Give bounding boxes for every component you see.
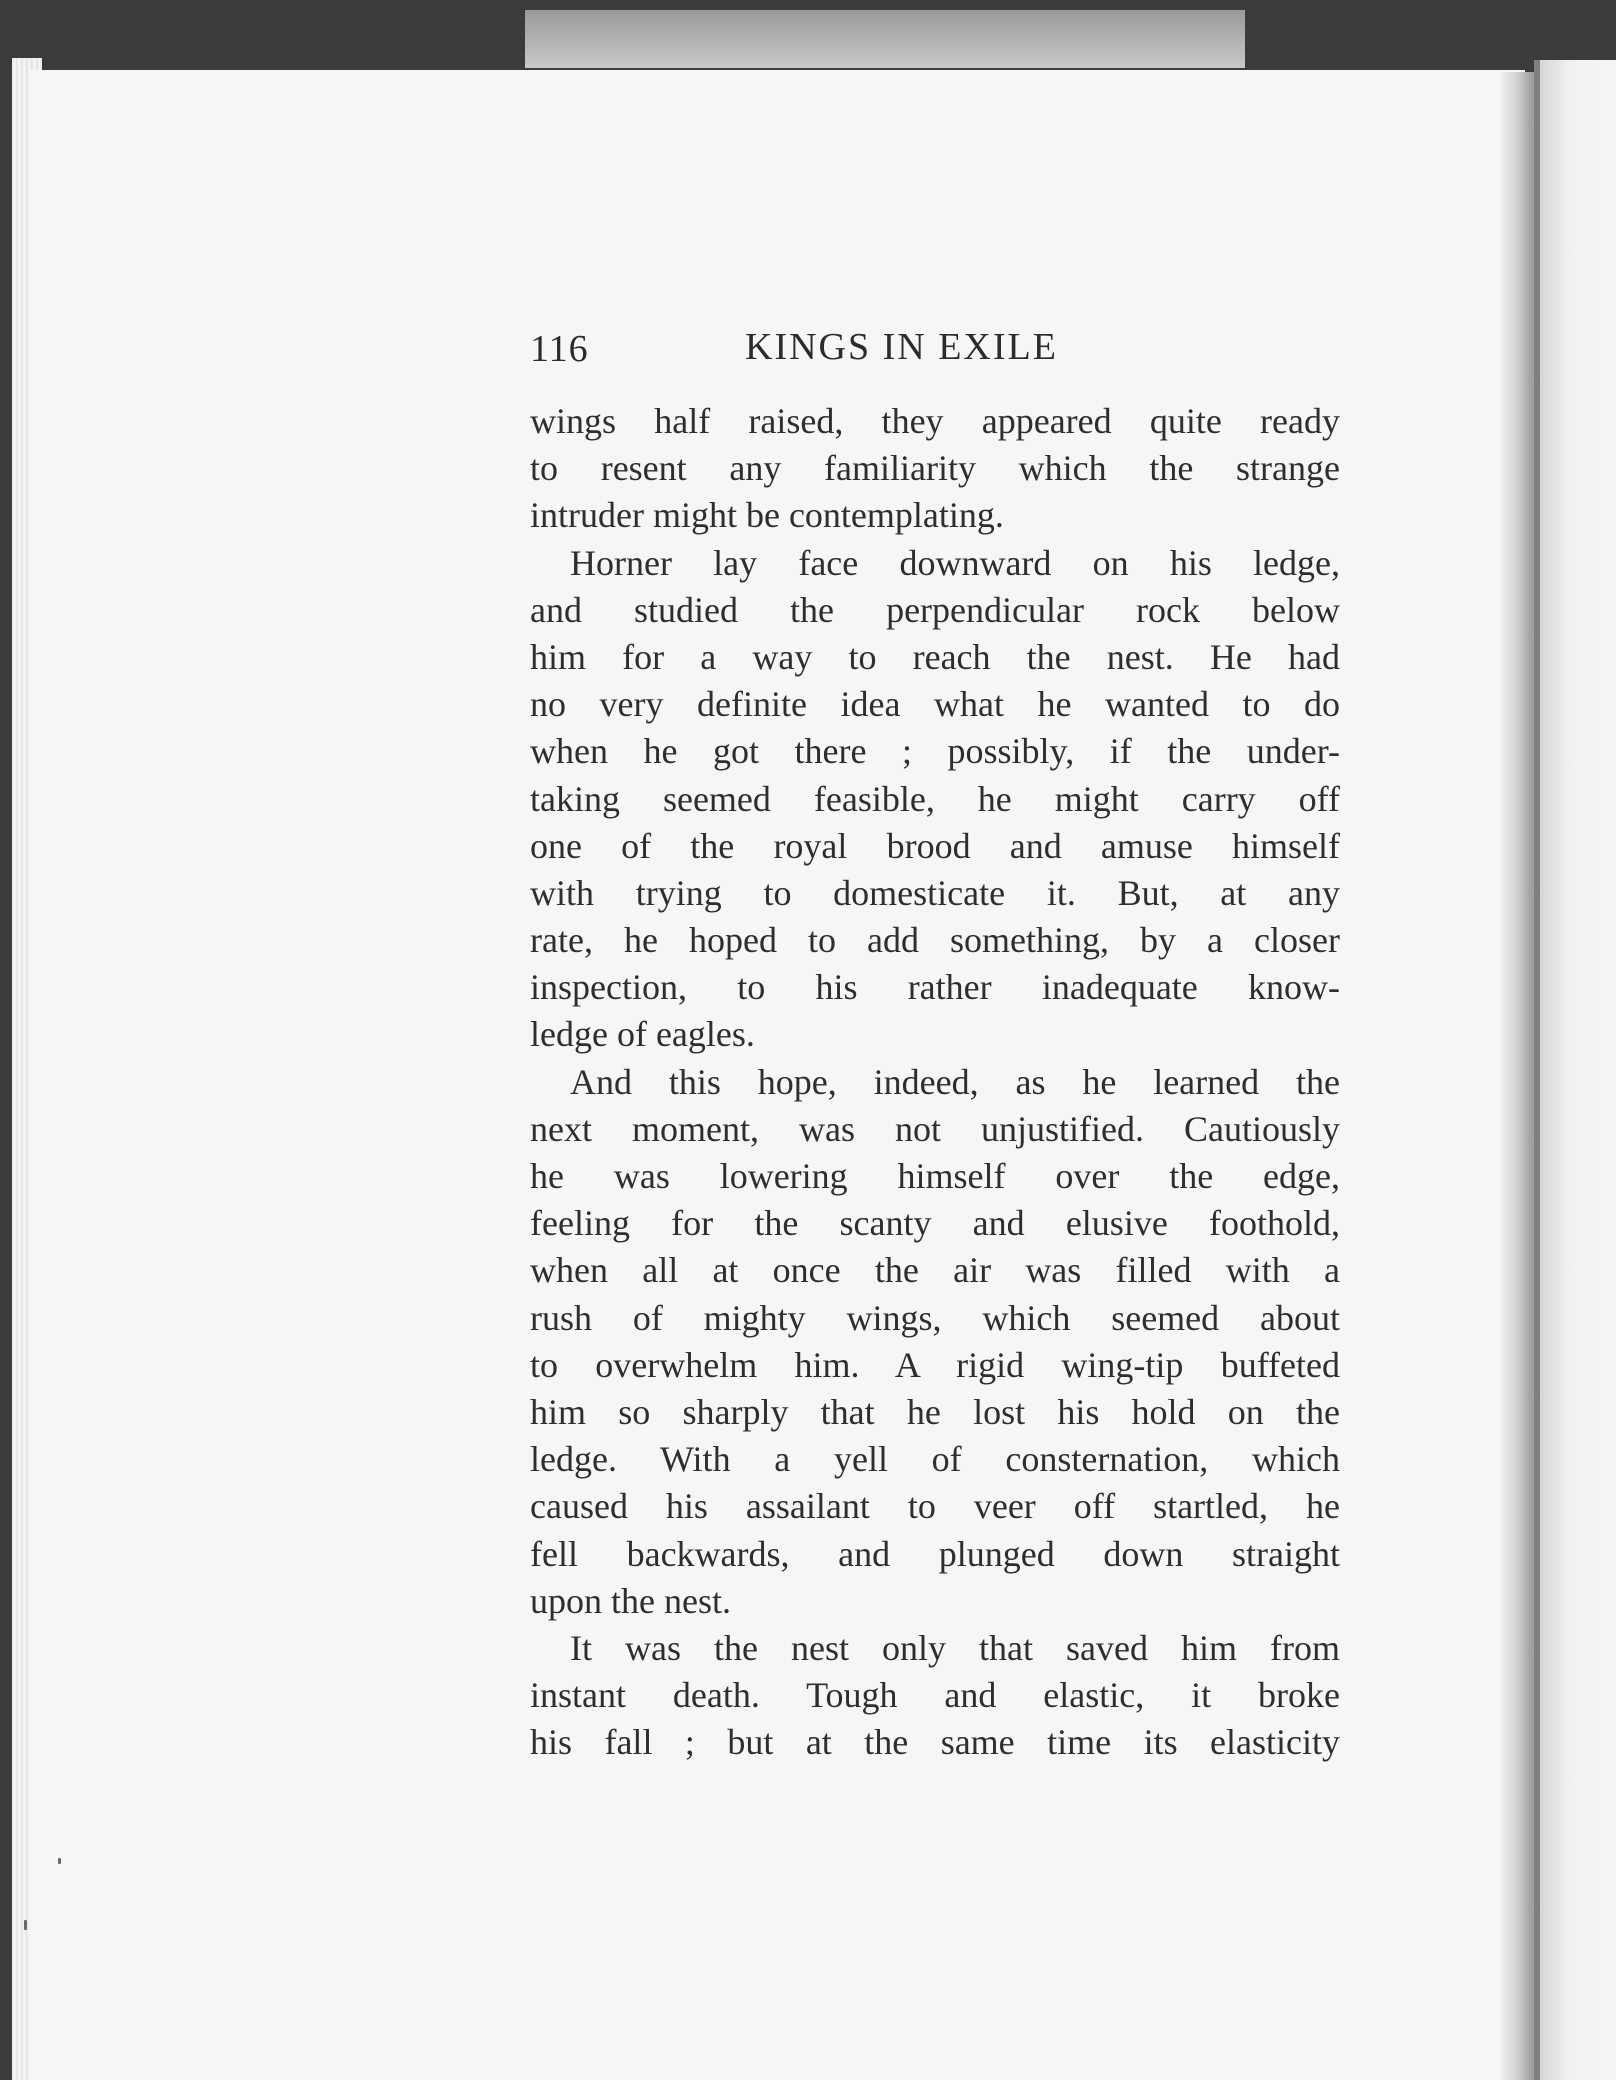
text-line: caused his assailant to veer off startled, he (530, 1486, 1340, 1527)
text-line: him for a way to reach the nest. He had (530, 636, 1340, 677)
text-line: with trying to domesticate it. But, at any (530, 872, 1340, 913)
text-line: ledge. With a yell of consternation, which (530, 1439, 1340, 1480)
text-line: instant death. Tough and elastic, it broke (530, 1675, 1340, 1716)
text-line: intruder might be contemplating. (530, 495, 1004, 536)
text-line: And this hope, indeed, as he learned the (570, 1061, 1340, 1102)
scan-speck (24, 1920, 27, 1930)
running-title: KINGS IN EXILE (745, 326, 1058, 368)
text-line: Horner lay face downward on his ledge, (570, 542, 1340, 583)
facing-page (1540, 60, 1616, 2080)
text-line: when all at once the air was filled with a (530, 1250, 1340, 1291)
page-header (530, 325, 1340, 375)
text-line: wings half raised, they appeared quite ready (530, 401, 1340, 441)
page-number: 116 (530, 328, 589, 370)
text-line: to overwhelm him. A rigid wing-tip buffeted (530, 1344, 1340, 1385)
text-line: and studied the perpendicular rock below (530, 589, 1340, 630)
text-line: inspection, to his rather inadequate know- (530, 967, 1340, 1008)
scanner-top-edge (525, 10, 1245, 68)
body-text (530, 398, 1340, 1766)
text-line: upon the nest. (530, 1580, 731, 1621)
scan-speck (58, 1858, 61, 1864)
text-line: one of the royal brood and amuse himself (530, 825, 1340, 866)
text-line: no very definite idea what he wanted to do (530, 684, 1340, 725)
text-line: he was lowering himself over the edge, (530, 1156, 1340, 1196)
text-line: next moment, was not unjustified. Cautiously (530, 1108, 1340, 1149)
text-line: ledge of eagles. (530, 1014, 755, 1055)
text-line: fell backwards, and plunged down straight (530, 1533, 1340, 1574)
text-line: him so sharply that he lost his hold on the (530, 1391, 1340, 1432)
text-line: when he got there ; possibly, if the under- (530, 731, 1340, 772)
text-line: rush of mighty wings, which seemed about (530, 1297, 1340, 1338)
text-line: taking seemed feasible, he might carry off (530, 778, 1340, 819)
text-line: to resent any familiarity which the strange (530, 448, 1340, 489)
text-line: It was the nest only that saved him from (570, 1627, 1340, 1668)
text-line: feeling for the scanty and elusive foothold, (530, 1203, 1340, 1244)
text-line: rate, he hoped to add something, by a closer (530, 920, 1340, 961)
text-line: his fall ; but at the same time its elasticity (530, 1722, 1340, 1763)
